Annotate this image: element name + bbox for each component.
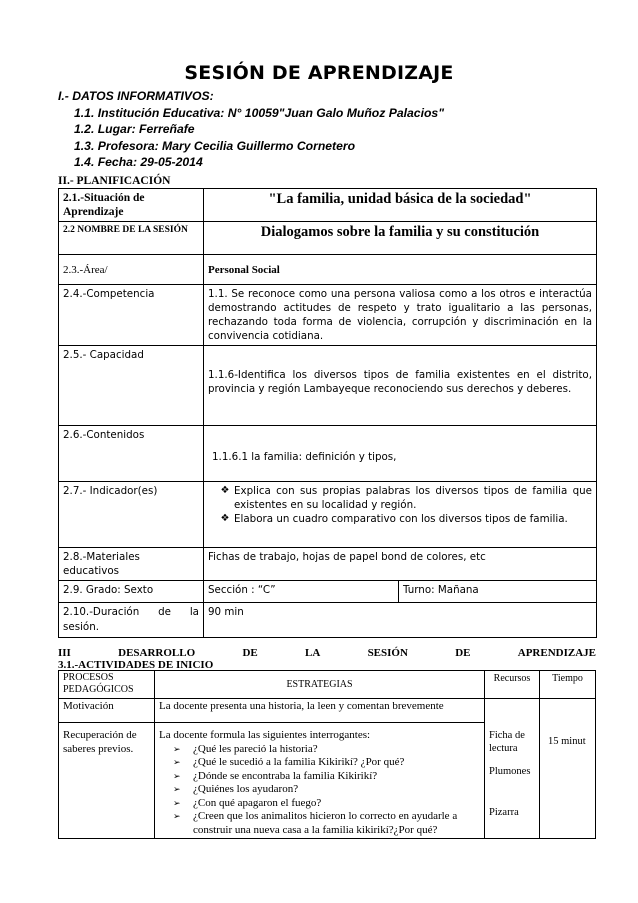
datos-informativos xyxy=(58,88,444,171)
recurso-item: Pizarra xyxy=(489,807,519,818)
competencia-label: 2.4.-Competencia xyxy=(59,285,204,346)
datos-heading: I.- DATOS INFORMATIVOS: xyxy=(58,89,214,103)
datos-item: 1.4. Fecha: 29-05-2014 xyxy=(74,155,203,169)
pregunta-item: ➢ ¿Creen que los animalitos hicieron lo correcto en ayudarle a construir una nueva casa a la familia kikirikí?¿Por qué? xyxy=(173,810,458,836)
page-title: SESIÓN DE APRENDIZAJE xyxy=(184,62,454,84)
estrategias-header: ESTRATEGIAS xyxy=(155,671,485,699)
nombre-value: Dialogamos sobre la familia y su constitución xyxy=(204,222,597,255)
pregunta-item: ➢ ¿Dónde se encontraba la familia Kikirikí? xyxy=(173,769,378,782)
recurso-item: Plumones xyxy=(489,766,531,777)
procesos-header: PROCESOS PEDAGÓGICOS xyxy=(59,671,155,699)
arrow-bullet-icon: ➢ xyxy=(173,784,181,794)
capacidad-label: 2.5.- Capacidad xyxy=(59,346,204,426)
datos-item: 1.2. Lugar: Ferreñafe xyxy=(74,122,195,136)
recuperacion-label: Recuperación de saberes previos. xyxy=(59,723,155,839)
area-label: 2.3.-Área/ xyxy=(59,255,204,285)
grado: 2.9. Grado: Sexto xyxy=(59,581,204,603)
nombre-label: 2.2 NOMBRE DE LA SESIÓN xyxy=(59,222,204,255)
indicadores-list xyxy=(204,482,597,548)
pregunta-item: ➢ ¿Quiénes los ayudaron? xyxy=(173,783,299,795)
actividades-inicio-heading: 3.1.-ACTIVIDADES DE INICIO xyxy=(58,659,214,671)
motivacion-label: Motivación xyxy=(59,699,155,723)
datos-item: 1.3. Profesora: Mary Cecilia Guillermo Cornetero xyxy=(74,138,356,153)
actividades-table xyxy=(58,670,596,839)
seccion: Sección : “C” xyxy=(204,581,399,603)
indicador-item: ❖ Elabora un cuadro comparativo con los diversos tipos de familia. xyxy=(216,512,592,526)
pregunta-item: ➢ ¿Qué les pareció la historia? xyxy=(173,742,318,755)
contenidos-label: 2.6.-Contenidos xyxy=(59,426,204,482)
duracion-value: 90 min xyxy=(204,603,597,638)
area-value: Personal Social xyxy=(204,255,597,285)
arrow-bullet-icon: ➢ xyxy=(173,811,181,821)
situacion-value: "La familia, unidad básica de la sociedad" xyxy=(204,189,597,222)
duracion-label: 2.10.-Duración de la sesión. xyxy=(59,603,204,638)
recursos-header: Recursos xyxy=(485,671,540,699)
planificacion-heading: II.- PLANIFICACIÓN xyxy=(58,175,171,187)
desarrollo-heading: III DESARROLLO DE LA SESIÓN DE APRENDIZAJE xyxy=(58,647,596,659)
capacidad-value: 1.1.6-Identifica los diversos tipos de familia existentes en el distrito, provincia y región Lambayeque reconociendo sus derechos y deberes. xyxy=(204,346,597,426)
tiempo-value: 15 minut xyxy=(540,699,596,839)
arrow-bullet-icon: ➢ xyxy=(173,770,181,781)
recuperacion-content xyxy=(155,723,485,839)
competencia-value: 1.1. Se reconoce como una persona valiosa como a los otros e interactúa demostrando actitudes de respeto y trato igualitario a las personas, rechazando toda forma de violencia, corrupción y discriminación en la convivencia cotidiana. xyxy=(204,285,597,346)
situacion-label: 2.1.-Situación de Aprendizaje xyxy=(59,189,204,222)
materiales-label: 2.8.-Materiales educativos xyxy=(59,548,204,581)
indicador-label: 2.7.- Indicador(es) xyxy=(59,482,204,548)
motivacion-text: La docente presenta una historia, la leen y comentan brevemente xyxy=(155,699,485,723)
datos-item: 1.1. Institución Educativa: N° 10059"Juan Galo Muñoz Palacios" xyxy=(74,105,444,120)
recuperacion-intro: La docente formula las siguientes interrogantes: xyxy=(159,729,371,741)
arrow-bullet-icon: ➢ xyxy=(173,743,181,754)
diamond-bullet-icon: ❖ xyxy=(220,513,230,524)
materiales-value: Fichas de trabajo, hojas de papel bond de colores, etc xyxy=(204,548,597,581)
contenidos-value: 1.1.6.1 la familia: definición y tipos, xyxy=(204,426,597,482)
tiempo-header: Tiempo xyxy=(540,671,596,699)
preguntas-list xyxy=(159,743,480,838)
pregunta-item: ➢ ¿Con qué apagaron el fuego? xyxy=(173,796,322,809)
recursos-cell xyxy=(485,699,540,839)
turno: Turno: Mañana xyxy=(399,581,597,603)
pregunta-item: ➢ ¿Qué le sucedió a la familia Kikirikí? ¿Por qué? xyxy=(173,756,405,768)
indicador-item: ❖ Explica con sus propias palabras los diversos tipos de familia que existentes en su localidad y región. xyxy=(216,484,592,512)
arrow-bullet-icon: ➢ xyxy=(173,797,181,808)
arrow-bullet-icon: ➢ xyxy=(173,757,181,767)
diamond-bullet-icon: ❖ xyxy=(220,485,230,496)
recurso-item: Ficha de lectura xyxy=(489,730,525,754)
planificacion-table xyxy=(58,188,597,638)
